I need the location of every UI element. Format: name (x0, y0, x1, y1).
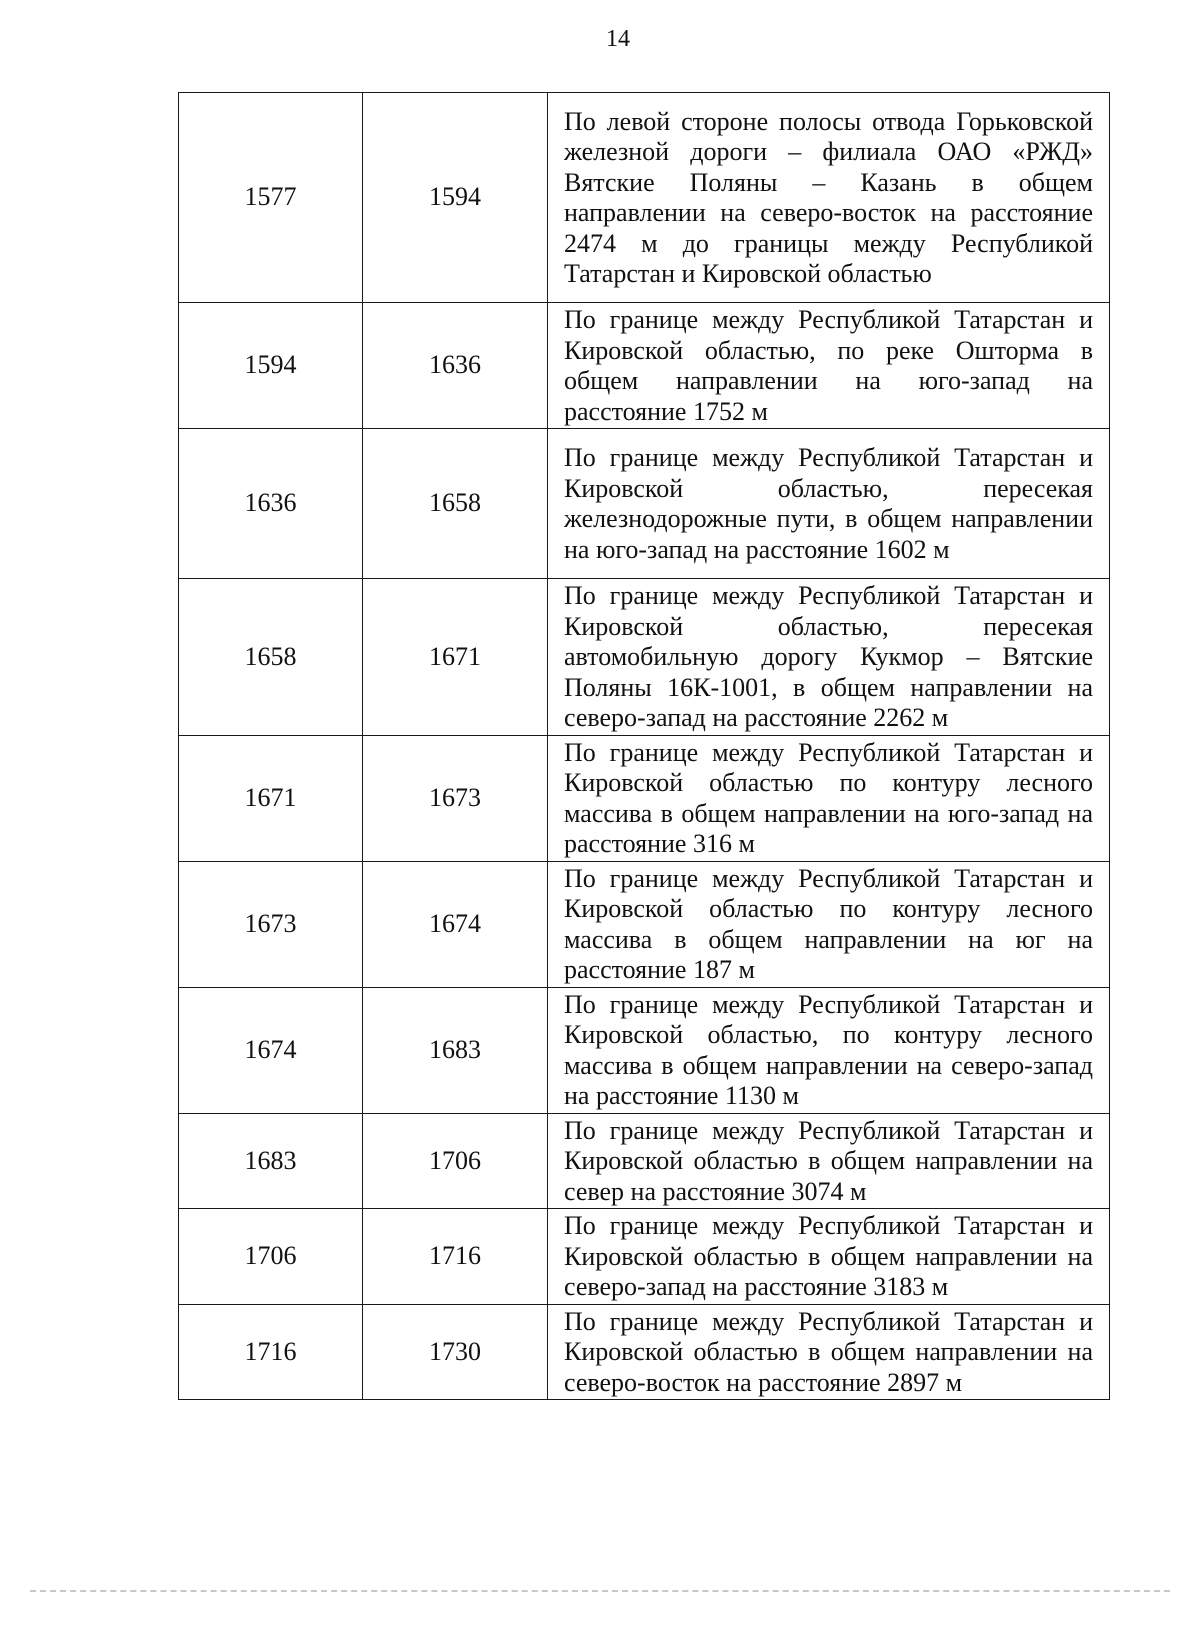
point-to: 1674 (363, 861, 548, 987)
point-to: 1683 (363, 987, 548, 1113)
point-from: 1673 (179, 861, 363, 987)
point-from: 1716 (179, 1304, 363, 1400)
table-row (179, 1113, 1110, 1209)
point-from: 1577 (179, 93, 363, 303)
boundary-table (178, 92, 1110, 1400)
point-to: 1658 (363, 429, 548, 579)
segment-description: По границе между Республикой Татарстан и Кировской областью в общем направлении на северо-запад на расстояние 3183 м (548, 1209, 1110, 1305)
point-from: 1671 (179, 735, 363, 861)
table-row (179, 303, 1110, 429)
point-to: 1594 (363, 93, 548, 303)
point-to: 1671 (363, 579, 548, 736)
table-row (179, 579, 1110, 736)
point-to: 1730 (363, 1304, 548, 1400)
point-to: 1673 (363, 735, 548, 861)
table-row (179, 93, 1110, 303)
point-from: 1674 (179, 987, 363, 1113)
point-from: 1706 (179, 1209, 363, 1305)
segment-description: По границе между Республикой Татарстан и Кировской областью, по контуру лесного массива в общем направлении на северо-запад на расстояние 1130 м (548, 987, 1110, 1113)
table-row (179, 429, 1110, 579)
segment-description: По границе между Республикой Татарстан и Кировской областью в общем направлении на северо-восток на расстояние 2897 м (548, 1304, 1110, 1400)
segment-description: По границе между Республикой Татарстан и Кировской областью, пересекая железнодорожные пути, в общем направлении на юго-запад на расстояние 1602 м (548, 429, 1110, 579)
segment-description: По границе между Республикой Татарстан и Кировской областью в общем направлении на север на расстояние 3074 м (548, 1113, 1110, 1209)
table-row (179, 1304, 1110, 1400)
point-to: 1716 (363, 1209, 548, 1305)
point-from: 1658 (179, 579, 363, 736)
segment-description: По границе между Республикой Татарстан и Кировской областью по контуру лесного массива в общем направлении на юг на расстояние 187 м (548, 861, 1110, 987)
table-row (179, 735, 1110, 861)
segment-description: По границе между Республикой Татарстан и Кировской областью, по реке Ошторма в общем направлении на юго-запад на расстояние 1752 м (548, 303, 1110, 429)
scan-artifact-line (30, 1590, 1170, 1592)
point-from: 1683 (179, 1113, 363, 1209)
point-to: 1636 (363, 303, 548, 429)
point-to: 1706 (363, 1113, 548, 1209)
segment-description: По левой стороне полосы отвода Горьковской железной дороги – филиала ОАО «РЖД» Вятские Поляны – Казань в общем направлении на северо-восток на расстояние 2474 м до границы между Республикой Татарстан и Кировской областью (548, 93, 1110, 303)
table-row (179, 861, 1110, 987)
point-from: 1594 (179, 303, 363, 429)
page-number: 14 (606, 26, 630, 52)
table-row (179, 987, 1110, 1113)
table-row (179, 1209, 1110, 1305)
segment-description: По границе между Республикой Татарстан и Кировской областью по контуру лесного массива в общем направлении на юго-запад на расстояние 316 м (548, 735, 1110, 861)
segment-description: По границе между Республикой Татарстан и Кировской областью, пересекая автомобильную дорогу Кукмор – Вятские Поляны 16К-1001, в общем направлении на северо-запад на расстояние 2262 м (548, 579, 1110, 736)
point-from: 1636 (179, 429, 363, 579)
